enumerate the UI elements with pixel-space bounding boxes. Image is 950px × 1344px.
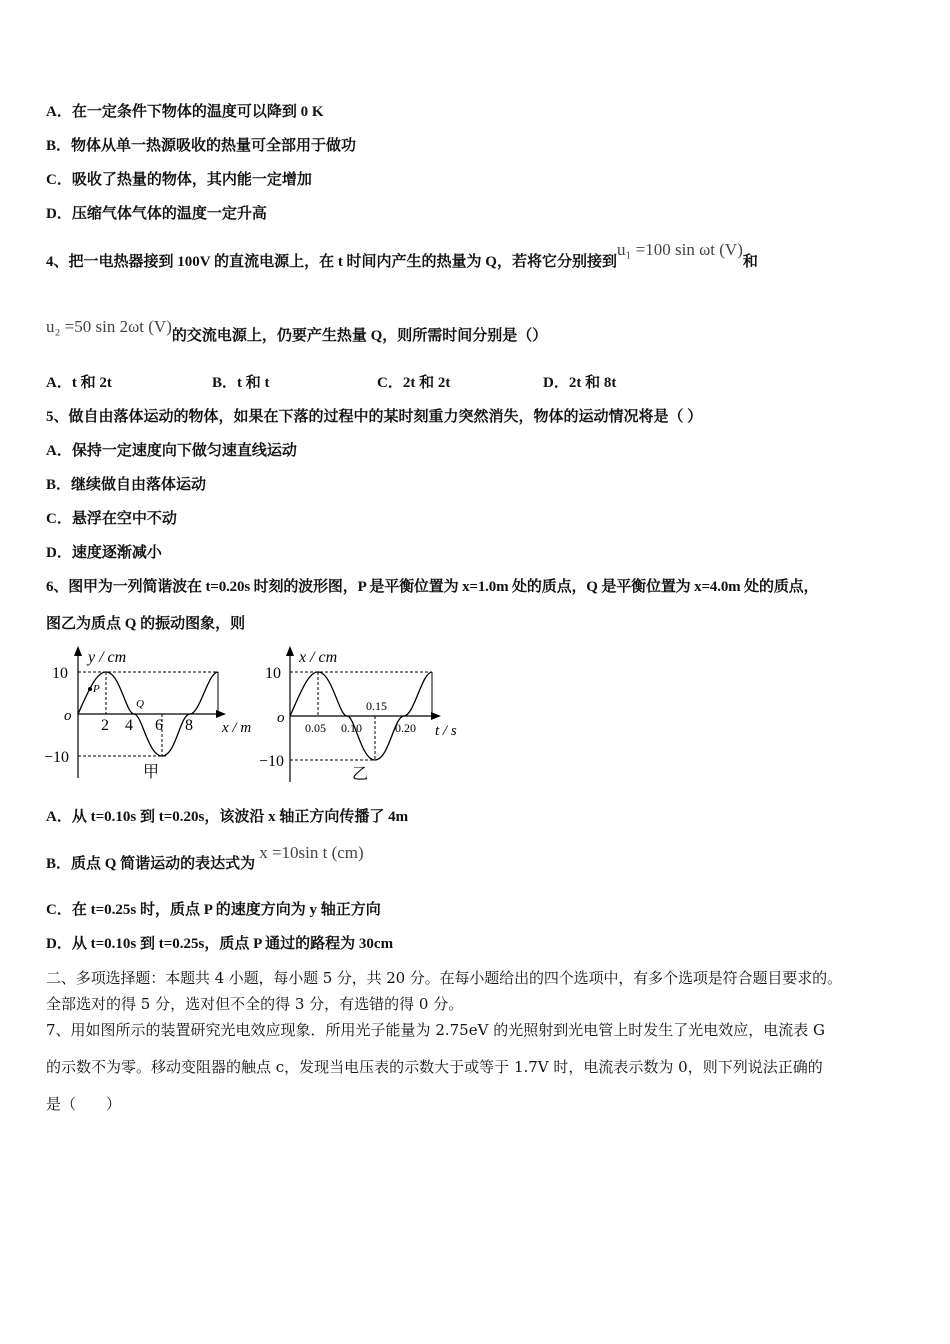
jia-tick-8: 8 — [185, 717, 193, 734]
yi-tick-015: 0.15 — [366, 699, 387, 713]
jia-point-q-label: Q — [136, 698, 144, 710]
q4-option-c: C．2t 和 2t — [377, 375, 451, 391]
jia-y-min-label: −10 — [44, 749, 70, 766]
q3-option-a: A．在一定条件下物体的温度可以降到 0 K — [46, 104, 324, 120]
yi-y-min-label: −10 — [259, 753, 285, 770]
q6-option-a: A．从 t=0.10s 到 t=0.20s，该波沿 x 轴正方向传播了 4m — [46, 809, 409, 825]
yi-origin-label: o — [277, 710, 285, 726]
q7-stem-line3: 是（ ） — [46, 1095, 122, 1113]
yi-tick-005: 0.05 — [305, 721, 326, 735]
jia-y-arrow — [74, 646, 82, 656]
q3-option-b: B．物体从单一热源吸收的热量可全部用于做功 — [46, 138, 357, 154]
jia-x-label: x / m — [222, 720, 252, 736]
figure-yi-vibration-graph — [255, 644, 470, 786]
q6-option-c: C．在 t=0.25s 时，质点 P 的速度方向为 y 轴正方向 — [46, 902, 381, 918]
yi-y-max-label: 10 — [265, 665, 281, 682]
figure-jia-wave-graph — [40, 644, 265, 786]
q4-text2: 的交流电源上，仍要产生热量 Q，则所需时间分别是（） — [171, 328, 548, 344]
yi-x-label: t / s — [435, 723, 457, 739]
q4-stem-line1 — [46, 240, 758, 272]
q5-option-b: B．继续做自由落体运动 — [46, 477, 207, 493]
jia-origin-label: o — [64, 708, 72, 724]
jia-tick-6: 6 — [155, 717, 163, 734]
yi-tick-010: 0.10 — [341, 721, 362, 735]
q5-option-c: C．悬浮在空中不动 — [46, 511, 177, 527]
q4-option-d: D．2t 和 8t — [543, 375, 617, 391]
yi-caption: 乙 — [352, 766, 369, 783]
q4-formula-u2: u₂ =50 sin 2ωt (V) — [46, 317, 172, 336]
q5-stem: 5、做自由落体运动的物体，如果在下落的过程中的某时刻重力突然消失，物体的运动情况将是（ ） — [46, 409, 703, 425]
q3-option-d: D．压缩气体气体的温度一定升高 — [46, 206, 267, 222]
q6-option-b — [46, 843, 364, 874]
q5-option-d: D．速度逐渐减小 — [46, 545, 162, 561]
yi-y-label: x / cm — [299, 649, 338, 666]
q6-option-b-formula: x =10sin t (cm) — [259, 843, 364, 862]
q4-text1: 4、把一电热器接到 100V 的直流电源上，在 t 时间内产生的热量为 Q，若将它分别接到 — [46, 254, 617, 270]
yi-tick-020: 0.20 — [395, 721, 416, 735]
q4-option-b: B．t 和 t — [212, 375, 270, 391]
q6-stem-line2: 图乙为质点 Q 的振动图象，则 — [46, 616, 246, 632]
section2-heading-line1: 二、多项选择题：本题共 4 小题，每小题 5 分，共 20 分。在每小题给出的四个选项中，有多个选项是符合题目要求的。 — [46, 969, 842, 987]
q7-stem-line2: 的示数不为零。移动变阻器的触点 c，发现当电压表的示数大于或等于 1.7V 时，电流表示数为 0，则下列说法正确的 — [46, 1058, 823, 1076]
jia-tick-2: 2 — [101, 717, 109, 734]
section2-heading-line2: 全部选对的得 5 分，选对但不全的得 3 分，有选错的得 0 分。 — [46, 995, 464, 1013]
q4-formula-u1: u₁ =100 sin ωt (V) — [616, 240, 743, 259]
jia-point-p — [88, 687, 92, 691]
jia-caption: 甲 — [143, 764, 160, 781]
q4-stem-line2 — [46, 317, 548, 346]
q6-stem-line1: 6、图甲为一列简谐波在 t=0.20s 时刻的波形图，P 是平衡位置为 x=1.0m 处的质点，Q 是平衡位置为 x=4.0m 处的质点， — [46, 579, 819, 595]
q6-option-b-text: B．质点 Q 简谐运动的表达式为 — [46, 856, 256, 872]
jia-y-label: y / cm — [88, 649, 127, 666]
q5-option-a: A．保持一定速度向下做匀速直线运动 — [46, 443, 297, 459]
q7-stem-line1: 7、用如图所示的装置研究光电效应现象．所用光子能量为 2.75eV 的光照射到光电管上时发生了光电效应，电流表 G — [46, 1021, 825, 1039]
yi-y-arrow — [286, 646, 294, 656]
jia-point-p-label: P — [93, 683, 100, 695]
jia-y-max-label: 10 — [52, 665, 68, 682]
q4-text-and: 和 — [742, 254, 758, 270]
q6-option-d: D．从 t=0.10s 到 t=0.25s，质点 P 通过的路程为 30cm — [46, 936, 394, 952]
q3-option-c: C．吸收了热量的物体，其内能一定增加 — [46, 172, 312, 188]
jia-tick-4: 4 — [125, 717, 133, 734]
q4-option-a: A．t 和 2t — [46, 375, 112, 391]
